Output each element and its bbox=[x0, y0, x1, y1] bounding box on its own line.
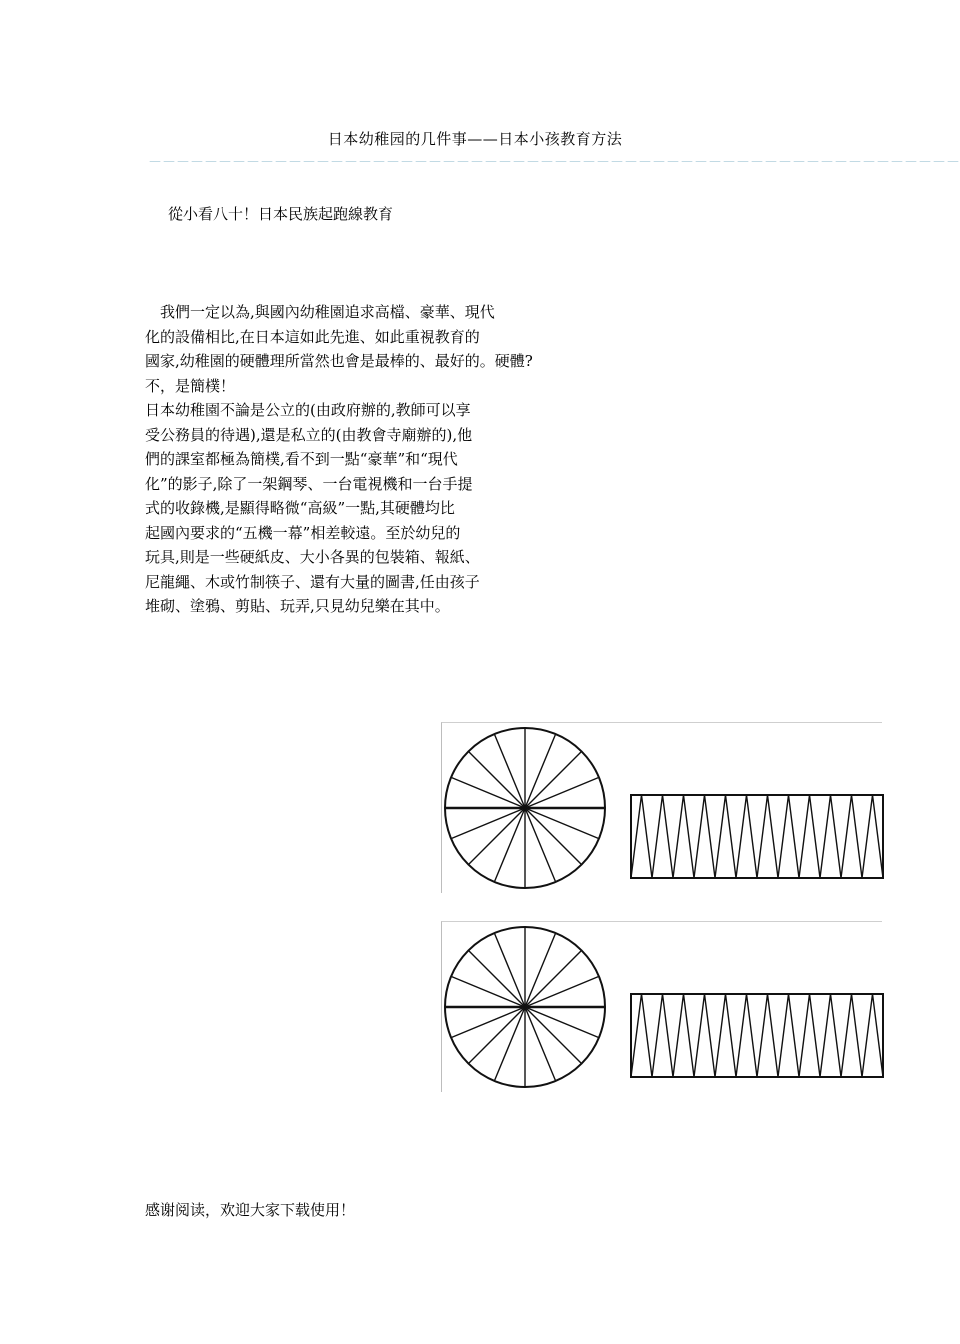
figure-2 bbox=[441, 921, 882, 1092]
body-line: 堆砌、塗鴉、剪貼、玩弄,只見幼兒樂在其中。 bbox=[145, 597, 450, 615]
wheel-spoke bbox=[468, 808, 525, 865]
title-separator: －－－－－－－－－－－－－－－－－－－－－－－－－－－－－－－－－－－－－－－－－－－－－－－－－－－－－－－－－－ bbox=[148, 155, 960, 171]
zigzag-strip-figure-1 bbox=[631, 795, 883, 878]
body-line: 尼龍繩、木或竹制筷子、還有大量的圖書,任由孩子 bbox=[145, 572, 480, 591]
body-paragraph bbox=[145, 300, 585, 619]
body-line: 式的收錄機,是顯得略微“高級”一點,其硬體均比 bbox=[145, 499, 455, 517]
zigzag-line bbox=[631, 994, 883, 1077]
body-line: 起國內要求的“五機一幕”相差較遠。至於幼兒的 bbox=[145, 523, 461, 542]
zigzag-line bbox=[631, 795, 883, 878]
figure-1-drawing bbox=[442, 723, 882, 893]
body-line: 國家,幼稚園的硬體理所當然也會是最棒的、最好的。硬體? bbox=[145, 352, 533, 370]
body-line: 玩具,則是一些硬紙皮、大小各異的包裝箱、報紙、 bbox=[145, 548, 480, 566]
wheel-spoke bbox=[525, 950, 582, 1007]
zigzag-frame bbox=[631, 994, 883, 1077]
body-line: 不，是簡樸！ bbox=[145, 376, 236, 395]
figure-1 bbox=[441, 722, 882, 893]
figure-2-drawing bbox=[442, 922, 882, 1092]
body-line: 們的課室都極為簡樸,看不到一點“豪華”和“現代 bbox=[145, 450, 458, 468]
body-line: 受公務員的待遇),還是私立的(由教會寺廟辦的),他 bbox=[145, 425, 473, 444]
footer-note: 感谢阅读，欢迎大家下载使用！ bbox=[145, 1201, 356, 1219]
wheel-spoke bbox=[468, 1007, 525, 1064]
wheel-spoke bbox=[525, 751, 582, 808]
body-line: 日本幼稚園不論是公立的(由政府辦的,教師可以享 bbox=[145, 401, 471, 419]
document-title: 日本幼稚园的几件事——日本小孩教育方法 bbox=[327, 130, 623, 148]
body-line: 化的設備相比,在日本這如此先進、如此重視教育的 bbox=[145, 327, 480, 346]
spoked-circle-figure-2 bbox=[445, 927, 605, 1087]
zigzag-strip-figure-2 bbox=[631, 994, 883, 1077]
document-subtitle: 從小看八十！日本民族起跑線教育 bbox=[168, 205, 394, 223]
wheel-spoke bbox=[468, 751, 525, 808]
spoked-circle-figure-1 bbox=[445, 728, 605, 888]
wheel-spoke bbox=[468, 950, 525, 1007]
body-line: 我們一定以為,與國內幼稚園追求高檔、豪華、現代 bbox=[145, 303, 495, 321]
wheel-spoke bbox=[525, 1007, 582, 1064]
wheel-spoke bbox=[525, 808, 582, 865]
zigzag-frame bbox=[631, 795, 883, 878]
body-line: 化”的影子,除了一架鋼琴、一台電視機和一台手提 bbox=[145, 474, 473, 493]
